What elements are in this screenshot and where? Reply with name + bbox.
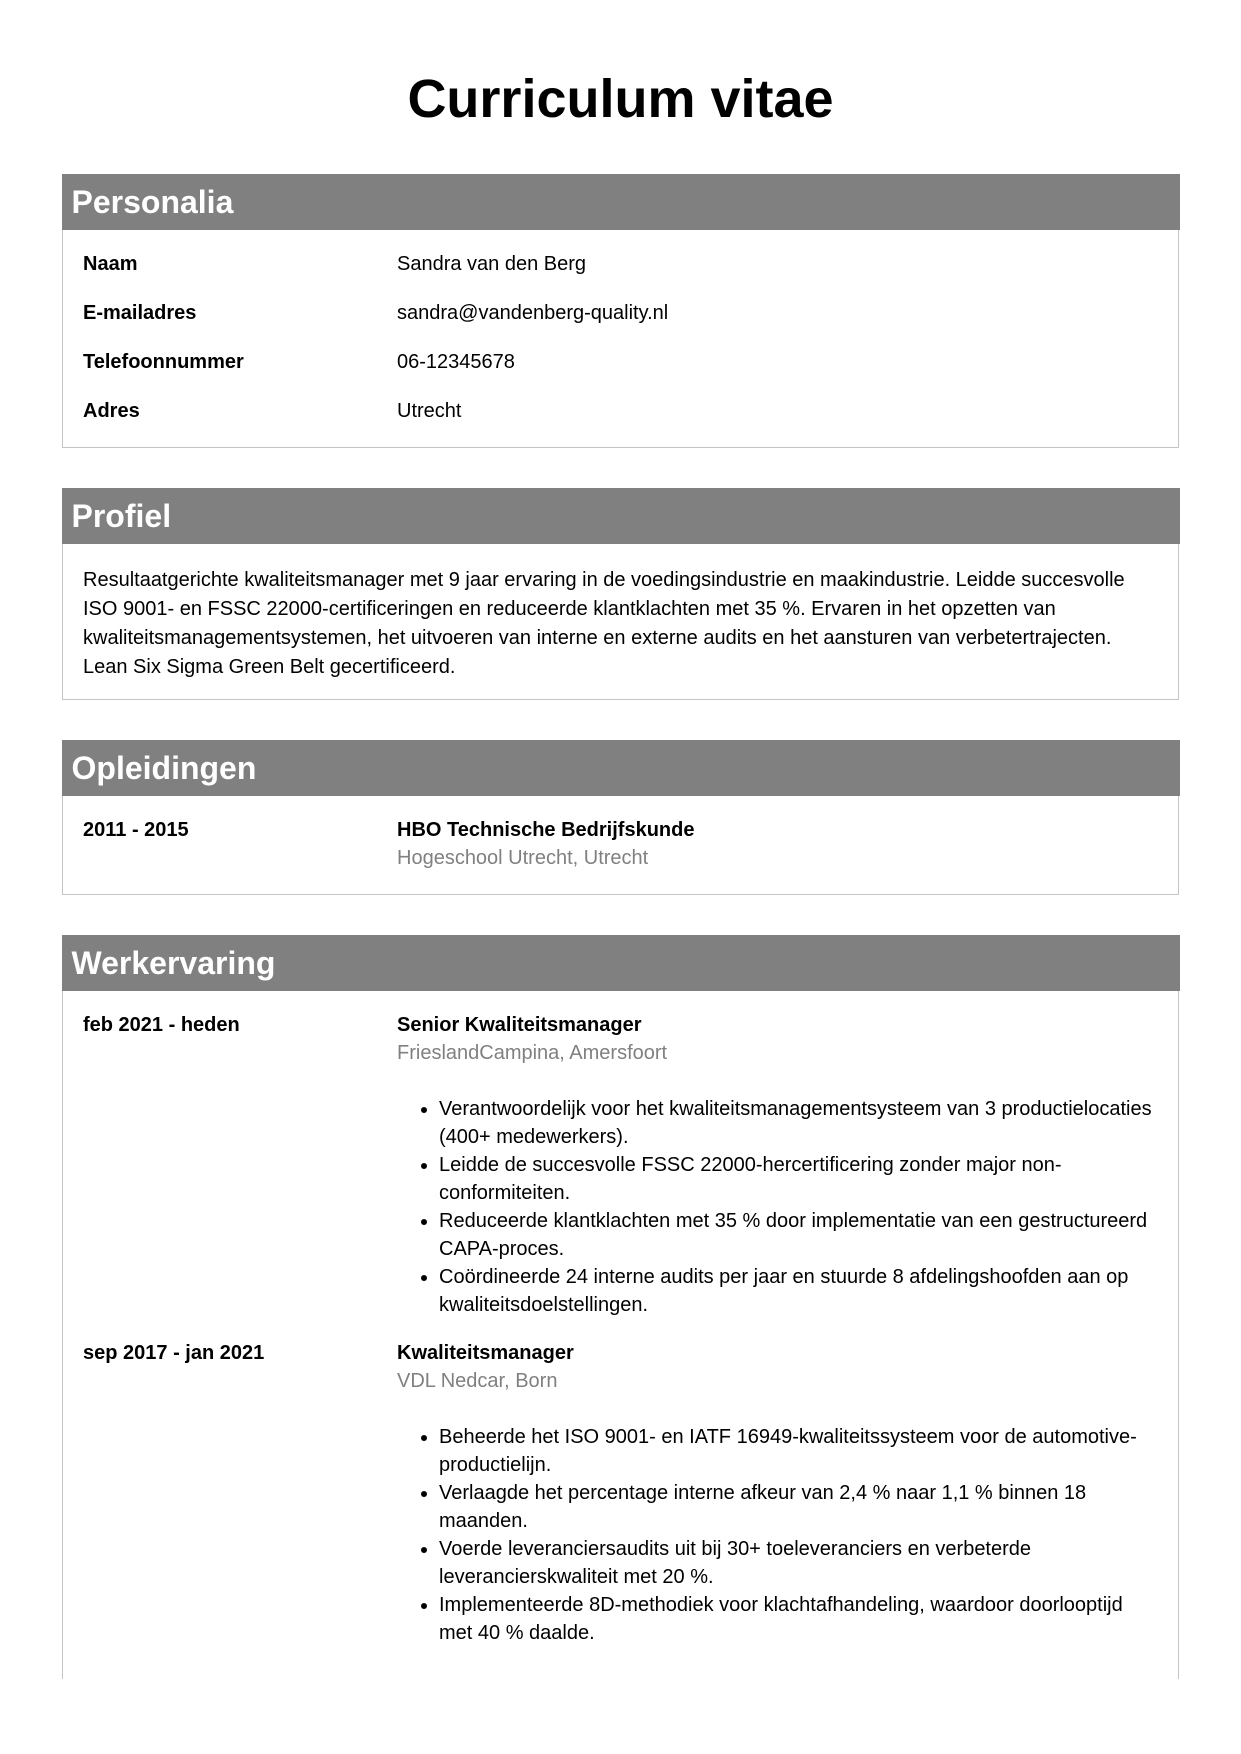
list-item: • Leidde de succesvolle FSSC 22000-hercertificering zonder major non-conformiteiten. [439, 1151, 1158, 1207]
personalia-row-naam [63, 250, 1178, 278]
list-item: • Coördineerde 24 interne audits per jaar en stuurde 8 afdelingshoofden aan op kwaliteitsdoelstellingen. [439, 1263, 1158, 1319]
werk-role: Senior Kwaliteitsmanager [397, 1014, 642, 1036]
werk-role: Kwaliteitsmanager [397, 1342, 574, 1364]
profiel-text: Resultaatgerichte kwaliteitsmanager met 9 jaar ervaring in de voedingsindustrie en maakindustrie. Leidde succesvolle ISO 9001- en FSSC 22000-certificeringen en reduceerde klantklachten met 35 %. Ervaren in het opzetten van kwaliteitsmanagementsystemen, het uitvoeren van interne en externe audits en het aansturen van verbetertrajecten. Lean Six Sigma Green Belt gecertificeerd. [83, 569, 1125, 678]
profiel-heading: Profiel [62, 488, 1180, 544]
opleiding-institution: Hogeschool Utrecht, Utrecht [397, 847, 649, 869]
telefoon-value: 06-12345678 [397, 351, 515, 373]
adres-value: Utrecht [397, 400, 462, 422]
list-item: • Beheerde het ISO 9001- en IATF 16949-kwaliteitssysteem voor de automotive-productielijn. [439, 1423, 1158, 1479]
profiel-section [62, 488, 1179, 700]
personalia-row-adres [63, 397, 1178, 425]
page-title: Curriculum vitae [407, 69, 834, 129]
telefoon-label: Telefoonnummer [83, 351, 244, 373]
werk-bullet-list [397, 1423, 1158, 1647]
opleidingen-heading: Opleidingen [62, 740, 1180, 796]
werkervaring-heading: Werkervaring [62, 935, 1180, 991]
email-label: E-mailadres [83, 302, 197, 324]
personalia-section [62, 174, 1179, 448]
personalia-row-email [63, 299, 1178, 327]
list-item: • Implementeerde 8D-methodiek voor klachtafhandeling, waardoor doorlooptijd met 40 % daalde. [439, 1591, 1158, 1647]
naam-label: Naam [83, 253, 138, 275]
werkervaring-entry [63, 1339, 1178, 1647]
werkervaring-section [62, 935, 1179, 1679]
opleiding-period: 2011 - 2015 [83, 819, 189, 841]
list-item: • Reduceerde klantklachten met 35 % door implementatie van een gestructureerd CAPA-proces. [439, 1207, 1158, 1263]
naam-value: Sandra van den Berg [397, 253, 587, 275]
werk-period: feb 2021 - heden [83, 1014, 240, 1036]
werkervaring-entry [63, 1011, 1178, 1319]
adres-label: Adres [83, 400, 140, 422]
opleiding-entry [63, 816, 1178, 872]
list-item: • Verlaagde het percentage interne afkeur van 2,4 % naar 1,1 % binnen 18 maanden. [439, 1479, 1158, 1535]
opleiding-title: HBO Technische Bedrijfskunde [397, 819, 695, 841]
werk-bullet-list [397, 1095, 1158, 1319]
personalia-row-telefoon [63, 348, 1178, 376]
personalia-heading: Personalia [62, 174, 1180, 230]
list-item: • Voerde leveranciersaudits uit bij 30+ toeleveranciers en verbeterde leverancierskwaliteit met 20 %. [439, 1535, 1158, 1591]
werk-period: sep 2017 - jan 2021 [83, 1342, 265, 1364]
werk-company: FrieslandCampina, Amersfoort [397, 1042, 668, 1064]
list-item: • Verantwoordelijk voor het kwaliteitsmanagementsysteem van 3 productielocaties (400+ medewerkers). [439, 1095, 1158, 1151]
opleidingen-section [62, 740, 1179, 895]
email-value: sandra@vandenberg-quality.nl [397, 302, 669, 324]
werk-company: VDL Nedcar, Born [397, 1370, 558, 1392]
